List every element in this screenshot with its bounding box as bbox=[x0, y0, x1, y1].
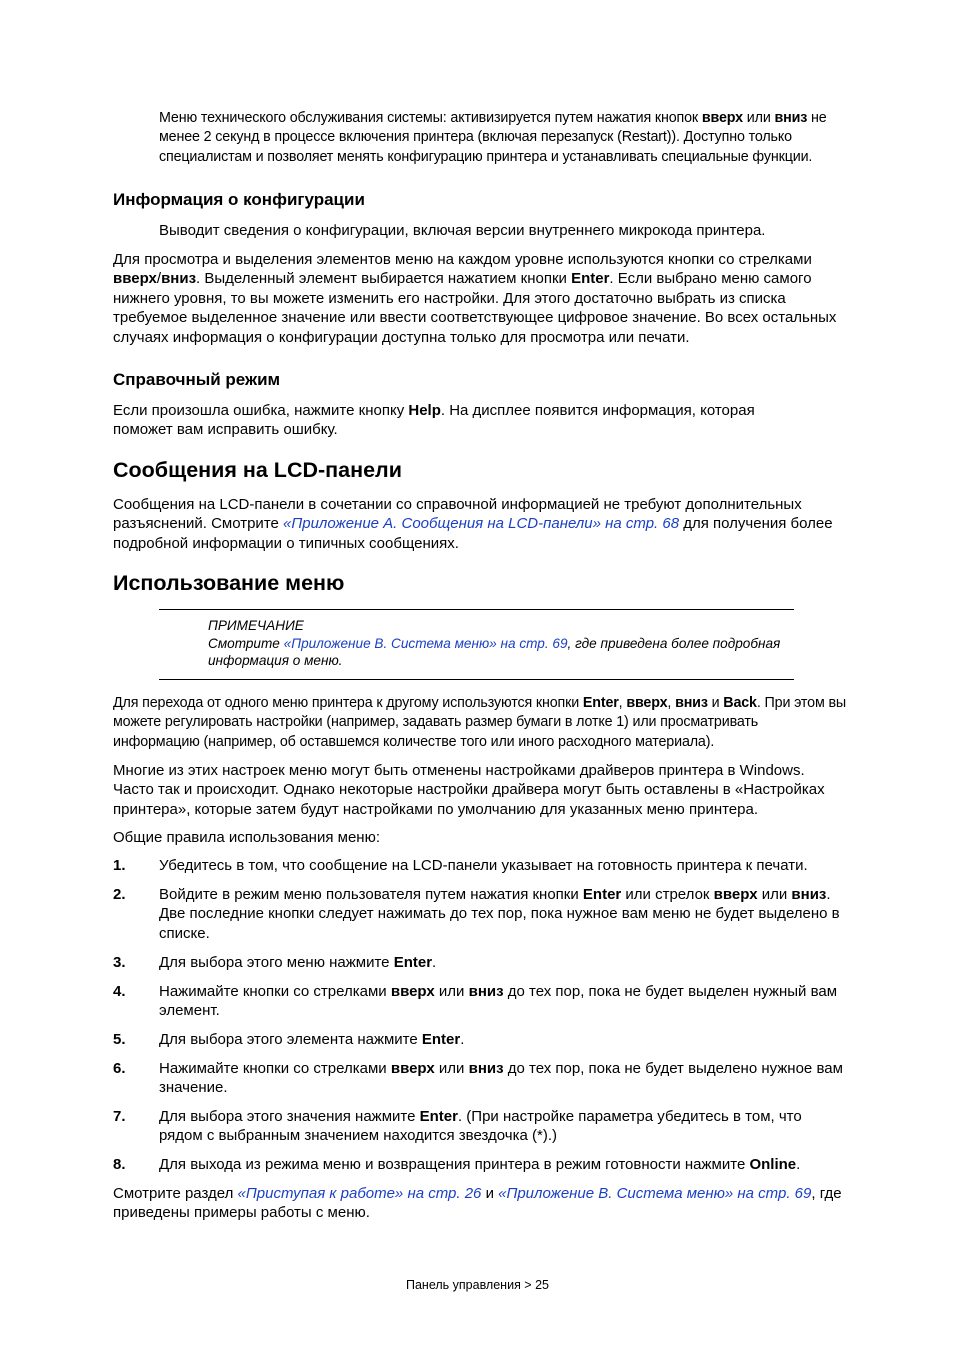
bold-term: вверх bbox=[390, 1059, 435, 1077]
text: Смотрите раздел bbox=[113, 1185, 238, 1202]
text: Нажимайте кнопки со стрелками bbox=[159, 1059, 391, 1077]
text: . bbox=[432, 953, 437, 971]
step-number: 7. bbox=[113, 1108, 126, 1126]
steps-list bbox=[113, 856, 843, 1184]
text: или bbox=[742, 110, 775, 126]
text: , где приведены примеры работы с меню. bbox=[113, 1185, 842, 1222]
text: Войдите в режим меню пользователя путем нажатия кнопки bbox=[159, 885, 583, 903]
bold-term: вверх bbox=[626, 695, 668, 711]
text: . Выделенный элемент выбирается нажатием кнопки bbox=[196, 270, 572, 288]
text: или bbox=[434, 982, 469, 1000]
text: до тех пор, пока не будет выделен нужный вам элемент. bbox=[159, 982, 838, 1019]
text: Смотрите bbox=[208, 635, 284, 651]
text: для получения более подробной информации о типичных сообщениях. bbox=[113, 515, 833, 552]
cross-reference-link[interactable]: «Приложение B. Система меню» на стр. 69 bbox=[283, 635, 568, 651]
bold-term: вниз bbox=[675, 695, 708, 711]
text: . При этом вы можете регулировать настройки (например, задавать размер бумаги в лотке 1) или просматривать информацию (например, об оставшемся количестве того или иного расходного материала). bbox=[113, 695, 847, 750]
bold-term: Enter bbox=[419, 1108, 458, 1126]
step-number: 3. bbox=[113, 953, 126, 971]
list-item bbox=[113, 885, 843, 943]
bold-term: Online bbox=[749, 1156, 797, 1174]
text: Для просмотра и выделения элементов меню на каждом уровне используются кнопки со стрелками bbox=[113, 251, 812, 268]
text: или bbox=[434, 1059, 469, 1077]
step-number: 4. bbox=[113, 982, 126, 1000]
text: . Две последние кнопки следует нажимать до тех пор, пока нужное вам меню не будет выделено в списке. bbox=[159, 885, 840, 942]
help-mode-heading: Справочный режим bbox=[113, 370, 281, 389]
text: , где приведена более подробная информация о меню. bbox=[208, 635, 781, 668]
bold-term: Enter bbox=[582, 885, 622, 903]
bold-term: вверх bbox=[701, 110, 743, 126]
text: Для выхода из режима меню и возвращения принтера в режим готовности нажмите bbox=[159, 1156, 750, 1174]
list-item bbox=[113, 953, 843, 972]
menu-usage-paragraph-1 bbox=[113, 694, 848, 752]
bold-term: вниз bbox=[468, 982, 504, 1000]
menu-usage-paragraph-3: Общие правила использования меню: bbox=[113, 829, 380, 846]
bold-term: Back bbox=[723, 695, 757, 711]
bold-term: Help bbox=[408, 402, 441, 419]
intro-paragraph bbox=[159, 109, 849, 167]
list-item bbox=[113, 1030, 843, 1049]
text: , bbox=[618, 695, 627, 711]
help-mode-paragraph bbox=[113, 401, 813, 440]
note-text bbox=[208, 635, 788, 670]
text: . На дисплее появится информация, которая поможет вам исправить ошибку. bbox=[113, 402, 755, 439]
lcd-messages-heading: Сообщения на LCD-панели bbox=[113, 458, 402, 482]
text: или стрелок bbox=[621, 885, 714, 903]
config-info-paragraph bbox=[113, 250, 848, 347]
bold-term: вниз bbox=[161, 270, 197, 288]
text: Для выбора этого элемента нажмите bbox=[159, 1030, 422, 1048]
text: . (При настройке параметра убедитесь в том, что рядом с выбранным значением находится звездочка (*).) bbox=[159, 1108, 802, 1145]
note-label: ПРИМЕЧАНИЕ bbox=[208, 618, 304, 633]
step-number: 8. bbox=[113, 1156, 126, 1174]
text: Убедитесь в том, что сообщение на LCD-панели указывает на готовность принтера к печати. bbox=[159, 857, 808, 874]
text: до тех пор, пока не будет выделено нужное вам значение. bbox=[159, 1059, 843, 1097]
text: Для выбора этого меню нажмите bbox=[159, 953, 394, 971]
text: не менее 2 секунд в процессе включения принтера (включая перезапуск (Restart)). Доступно только специалистам и позволяет менять конфигурацию принтера и устанавливать специальные функции. bbox=[159, 110, 827, 165]
bold-term: вверх bbox=[113, 270, 157, 288]
bold-term: вниз bbox=[468, 1059, 504, 1077]
text: . bbox=[460, 1030, 465, 1048]
bold-term: вверх bbox=[713, 885, 758, 903]
text: и bbox=[481, 1185, 499, 1202]
text: Меню технического обслуживания системы: активизируется путем нажатия кнопок bbox=[159, 110, 702, 126]
menu-usage-paragraph-2: Многие из этих настроек меню могут быть отменены настройками драйверов принтера в Windows. Часто так и происходит. Однако некоторые настройки драйвера могут быть оставлены в «Настройках принтера», которые затем будут настройками по умолчанию для указанных меню принтера. bbox=[113, 762, 825, 818]
list-item bbox=[113, 982, 843, 1021]
bold-term: Enter bbox=[571, 270, 610, 288]
text: . Если выбрано меню самого нижнего уровня, то вы можете изменить его настройки. Для этого достаточно выбрать из списка требуемое выделенное значение или ввести соответствующее цифровое значение. Во всех остальных случаях информация о конфигурации доступна только для просмотра или печати. bbox=[113, 270, 837, 346]
text: Нажимайте кнопки со стрелками bbox=[159, 982, 391, 1000]
text: Сообщения на LCD-панели в сочетании со справочной информацией не требуют дополнительных разъяснений. Смотрите bbox=[113, 496, 802, 533]
bold-term: Enter bbox=[393, 953, 433, 971]
bold-term: вниз bbox=[774, 110, 808, 126]
cross-reference-link[interactable]: «Приступая к работе» на стр. 26 bbox=[237, 1185, 482, 1202]
text: Если произошла ошибка, нажмите кнопку bbox=[113, 402, 409, 419]
bold-term: Enter bbox=[421, 1030, 461, 1048]
list-item bbox=[113, 1059, 843, 1098]
menu-usage-heading: Использование меню bbox=[113, 571, 345, 595]
config-info-heading: Информация о конфигурации bbox=[113, 190, 365, 209]
list-item bbox=[113, 856, 843, 875]
lcd-messages-paragraph bbox=[113, 495, 848, 553]
step-number: 6. bbox=[113, 1059, 126, 1077]
step-number: 5. bbox=[113, 1030, 126, 1048]
config-info-description: Выводит сведения о конфигурации, включая версии внутреннего микрокода принтера. bbox=[159, 222, 766, 239]
step-number: 2. bbox=[113, 885, 126, 903]
note-top-rule bbox=[159, 609, 794, 610]
bold-term: вверх bbox=[390, 982, 435, 1000]
text: Для перехода от одного меню принтера к другому используются кнопки bbox=[113, 695, 583, 711]
text: / bbox=[156, 270, 162, 288]
cross-reference-link[interactable]: «Приложение B. Система меню» на стр. 69 bbox=[498, 1185, 812, 1202]
text: и bbox=[707, 695, 724, 711]
text: Для выбора этого значения нажмите bbox=[159, 1108, 420, 1126]
bold-term: Enter bbox=[582, 695, 619, 711]
step-number: 1. bbox=[113, 857, 126, 874]
list-item bbox=[113, 1107, 843, 1146]
list-item bbox=[113, 1155, 843, 1174]
bold-term: вниз bbox=[791, 885, 827, 903]
cross-reference-link[interactable]: «Приложение A. Сообщения на LCD-панели» на стр. 68 bbox=[283, 515, 680, 533]
text: . bbox=[796, 1156, 801, 1174]
note-block bbox=[208, 617, 788, 670]
note-bottom-rule bbox=[159, 679, 794, 680]
text: или bbox=[757, 885, 792, 903]
page-footer: Панель управления > 25 bbox=[406, 1278, 549, 1292]
see-also-paragraph bbox=[113, 1184, 848, 1223]
text: , bbox=[667, 695, 676, 711]
